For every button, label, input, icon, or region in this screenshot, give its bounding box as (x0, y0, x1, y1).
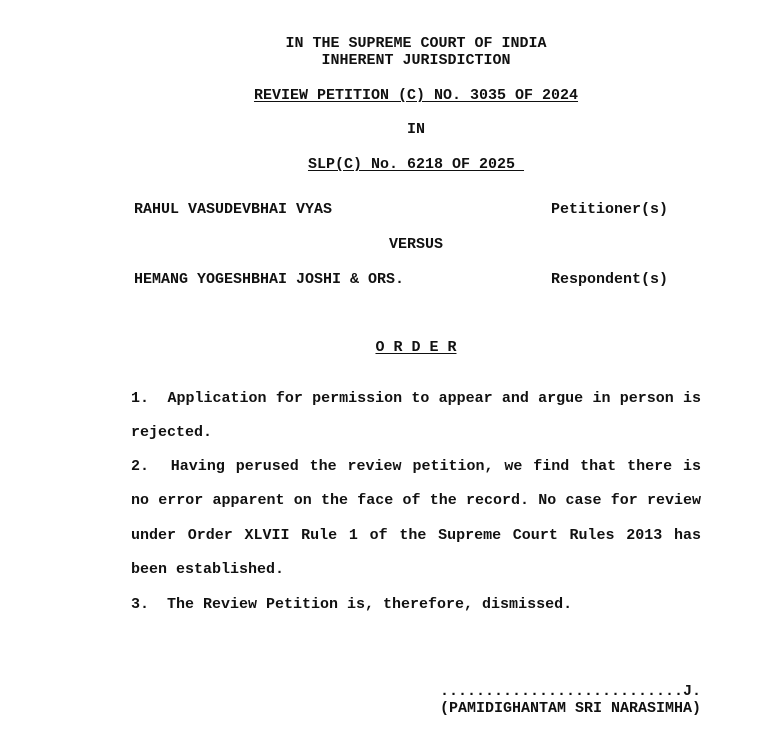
case-number-wrap (0, 87, 783, 104)
order-title-wrap (0, 339, 783, 356)
respondent-label: Respondent(s) (550, 271, 668, 288)
slp-number-wrap (0, 156, 783, 173)
jurisdiction: INHERENT JURISDICTION (321, 52, 511, 69)
order-paragraph-1: 1. Application for permission to appear and argue in person is rejected. (131, 390, 711, 442)
versus-label: VERSUS (388, 236, 443, 253)
order-title: O R D E R (375, 339, 457, 356)
order-paragraph-3: 3. The Review Petition is, therefore, dismissed. (131, 596, 573, 613)
order-paragraph-2: 2. Having perused the review petition, we find that there is no error apparent on the face of the record. No case for review under Order XLVII Rule 1 of the Supreme Court Rules 2013 has been established. (131, 458, 711, 578)
slp-number: SLP(C) No. 6218 OF 2025 (307, 156, 525, 173)
court-name: IN THE SUPREME COURT OF INDIA (285, 35, 547, 52)
respondent-name: HEMANG YOGESHBHAI JOSHI & ORS. (134, 271, 405, 288)
case-number: REVIEW PETITION (C) NO. 3035 OF 2024 (253, 87, 579, 104)
in-label: IN (406, 121, 425, 138)
judge-name: (PAMIDIGHANTAM SRI NARASIMHA) (439, 700, 701, 717)
petitioner-label: Petitioner(s) (550, 201, 668, 218)
petitioner-name: RAHUL VASUDEVBHAI VYAS (134, 201, 333, 218)
signature-line: ...........................J. (439, 683, 701, 700)
